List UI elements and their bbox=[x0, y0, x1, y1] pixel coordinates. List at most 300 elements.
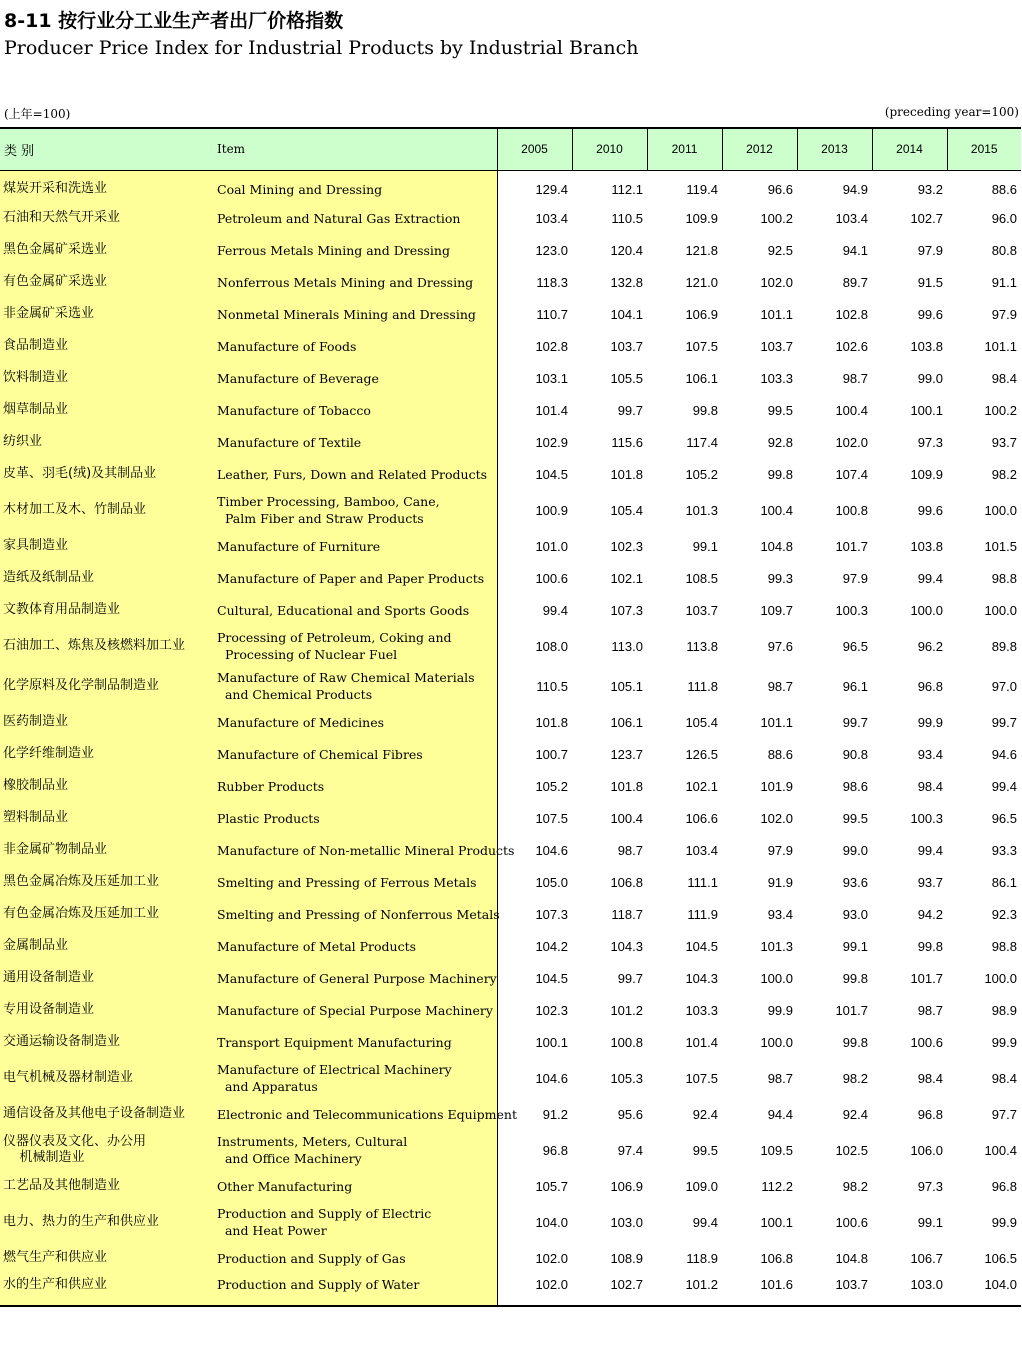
index-value-cell: 93.7 bbox=[917, 874, 943, 890]
index-value-cell: 120.4 bbox=[610, 242, 643, 258]
index-value-cell: 86.1 bbox=[991, 874, 1017, 890]
index-value-cell: 99.9 bbox=[991, 1214, 1017, 1230]
index-value-cell: 92.4 bbox=[692, 1106, 718, 1122]
row-item-en: Nonferrous Metals Mining and Dressing bbox=[211, 266, 497, 298]
index-value-cell: 129.4 bbox=[535, 181, 568, 197]
index-value-cell: 88.6 bbox=[991, 181, 1017, 197]
index-value-cell: 98.4 bbox=[991, 370, 1017, 386]
index-value-cell: 101.3 bbox=[685, 502, 718, 518]
index-value-cell: 96.0 bbox=[991, 210, 1017, 226]
row-category-cn: 家具制造业 bbox=[0, 530, 211, 562]
index-value-cell: 93.4 bbox=[917, 746, 943, 762]
index-value-cell: 102.8 bbox=[835, 306, 868, 322]
index-value-cell: 90.8 bbox=[842, 746, 868, 762]
index-value-cell: 98.4 bbox=[991, 1070, 1017, 1086]
index-value-cell: 112.2 bbox=[761, 1178, 793, 1194]
index-value-cell: 93.4 bbox=[767, 906, 793, 922]
row-item-en: Manufacture of Tobacco bbox=[211, 394, 497, 426]
index-value-cell: 93.7 bbox=[991, 434, 1017, 450]
index-value-cell: 101.6 bbox=[722, 1274, 797, 1306]
index-value-cell: 92.5 bbox=[767, 242, 793, 258]
index-value-cell: 102.8 bbox=[535, 338, 568, 354]
index-value-cell: 99.8 bbox=[917, 938, 943, 954]
row-category-cn: 交通运输设备制造业 bbox=[0, 1026, 211, 1058]
index-value-cell: 97.9 bbox=[767, 842, 793, 858]
index-value-cell: 93.6 bbox=[842, 874, 868, 890]
index-value-cell: 100.4 bbox=[984, 1142, 1017, 1158]
header-category-cn: 类 别 bbox=[0, 128, 211, 170]
index-value-cell: 94.6 bbox=[991, 746, 1017, 762]
index-value-cell: 98.8 bbox=[991, 570, 1017, 586]
index-value-cell: 98.7 bbox=[767, 1070, 793, 1086]
index-value-cell: 99.9 bbox=[917, 714, 943, 730]
row-category-cn: 造纸及纸制品业 bbox=[0, 562, 211, 594]
table-row bbox=[0, 1098, 1021, 1130]
index-value-cell: 96.5 bbox=[991, 810, 1017, 826]
index-value-cell: 102.0 bbox=[535, 1250, 568, 1266]
index-value-cell: 132.8 bbox=[610, 274, 643, 290]
index-value-cell: 101.1 bbox=[984, 338, 1017, 354]
index-value-cell: 100.0 bbox=[984, 502, 1017, 518]
table-row bbox=[0, 898, 1021, 930]
index-value-cell: 103.4 bbox=[685, 842, 718, 858]
index-value-cell: 99.4 bbox=[917, 842, 943, 858]
row-item-en: Production and Supply of Gas bbox=[211, 1242, 497, 1274]
index-value-cell: 100.2 bbox=[984, 402, 1017, 418]
index-value-cell: 101.4 bbox=[535, 402, 568, 418]
index-value-cell: 104.5 bbox=[535, 970, 568, 986]
row-item-en: Electronic and Telecommunications Equipment bbox=[211, 1098, 497, 1130]
row-item-en: Instruments, Meters, Cultural and Office Machinery bbox=[211, 1130, 497, 1170]
index-value-cell: 119.4 bbox=[686, 181, 718, 197]
index-value-cell: 103.0 bbox=[872, 1274, 947, 1306]
row-category-cn: 橡胶制品业 bbox=[0, 770, 211, 802]
row-item-en: Ferrous Metals Mining and Dressing bbox=[211, 234, 497, 266]
row-category-cn: 仪器仪表及文化、办公用 机械制造业 bbox=[0, 1130, 211, 1170]
index-value-cell: 100.0 bbox=[910, 602, 943, 618]
index-value-cell: 99.9 bbox=[767, 1002, 793, 1018]
index-value-cell: 106.1 bbox=[610, 714, 643, 730]
row-category-cn: 食品制造业 bbox=[0, 330, 211, 362]
index-value-cell: 102.7 bbox=[910, 210, 943, 226]
index-value-cell: 98.4 bbox=[917, 1070, 943, 1086]
table-row bbox=[0, 626, 1021, 666]
index-value-cell: 105.0 bbox=[535, 874, 568, 890]
index-value-cell: 123.0 bbox=[535, 242, 568, 258]
index-value-cell: 97.0 bbox=[991, 678, 1017, 694]
row-category-cn: 有色金属矿采选业 bbox=[0, 266, 211, 298]
row-category-cn: 文教体育用品制造业 bbox=[0, 594, 211, 626]
index-value-cell: 111.1 bbox=[687, 874, 718, 890]
table-row bbox=[0, 530, 1021, 562]
row-item-en: Transport Equipment Manufacturing bbox=[211, 1026, 497, 1058]
index-value-cell: 99.7 bbox=[991, 714, 1017, 730]
table-row bbox=[0, 330, 1021, 362]
index-value-cell: 106.1 bbox=[685, 370, 718, 386]
index-value-cell: 99.6 bbox=[917, 502, 943, 518]
index-value-cell: 98.7 bbox=[617, 842, 643, 858]
index-value-cell: 104.8 bbox=[835, 1250, 868, 1266]
index-value-cell: 97.3 bbox=[917, 434, 943, 450]
index-value-cell: 101.7 bbox=[835, 538, 868, 554]
row-category-cn: 皮革、羽毛(绒)及其制品业 bbox=[0, 458, 211, 490]
header-year: 2005 bbox=[497, 128, 572, 170]
index-value-cell: 102.5 bbox=[835, 1142, 868, 1158]
index-value-cell: 96.5 bbox=[842, 638, 868, 654]
index-value-cell: 103.0 bbox=[610, 1214, 643, 1230]
index-value-cell: 105.4 bbox=[610, 502, 643, 518]
index-value-cell: 97.7 bbox=[991, 1106, 1017, 1122]
index-value-cell: 99.4 bbox=[917, 570, 943, 586]
index-value-cell: 104.0 bbox=[535, 1214, 568, 1230]
index-value-cell: 118.9 bbox=[686, 1250, 718, 1266]
table-body bbox=[0, 170, 1021, 1306]
table-row bbox=[0, 866, 1021, 898]
index-value-cell: 98.4 bbox=[917, 778, 943, 794]
index-value-cell: 106.0 bbox=[910, 1142, 943, 1158]
index-value-cell: 118.3 bbox=[536, 274, 568, 290]
index-value-cell: 102.6 bbox=[835, 338, 868, 354]
index-value-cell: 102.1 bbox=[610, 570, 643, 586]
index-value-cell: 104.0 bbox=[947, 1274, 1021, 1306]
index-value-cell: 101.8 bbox=[610, 778, 643, 794]
index-value-cell: 103.7 bbox=[760, 338, 793, 354]
index-value-cell: 107.5 bbox=[685, 1070, 718, 1086]
row-category-cn: 烟草制品业 bbox=[0, 394, 211, 426]
index-value-cell: 99.8 bbox=[767, 466, 793, 482]
index-value-cell: 100.4 bbox=[835, 402, 868, 418]
row-item-en: Coal Mining and Dressing bbox=[211, 170, 497, 202]
row-item-en: Manufacture of Foods bbox=[211, 330, 497, 362]
index-value-cell: 113.8 bbox=[686, 638, 718, 654]
row-category-cn: 塑料制品业 bbox=[0, 802, 211, 834]
table-row bbox=[0, 706, 1021, 738]
table-row bbox=[0, 458, 1021, 490]
index-value-cell: 101.1 bbox=[760, 714, 793, 730]
index-value-cell: 99.8 bbox=[842, 1034, 868, 1050]
index-value-cell: 105.2 bbox=[535, 778, 568, 794]
table-row bbox=[0, 266, 1021, 298]
index-value-cell: 101.7 bbox=[910, 970, 943, 986]
index-value-cell: 97.4 bbox=[617, 1142, 643, 1158]
index-value-cell: 100.6 bbox=[535, 570, 568, 586]
index-value-cell: 99.6 bbox=[917, 306, 943, 322]
row-category-cn: 电力、热力的生产和供应业 bbox=[0, 1202, 211, 1242]
index-value-cell: 97.9 bbox=[917, 242, 943, 258]
index-value-cell: 105.5 bbox=[610, 370, 643, 386]
unit-note-en: (preceding year=100) bbox=[884, 105, 1019, 119]
index-value-cell: 98.2 bbox=[842, 1070, 868, 1086]
index-value-cell: 106.6 bbox=[685, 810, 718, 826]
index-value-cell: 111.9 bbox=[687, 906, 718, 922]
index-value-cell: 102.7 bbox=[572, 1274, 647, 1306]
table-row bbox=[0, 394, 1021, 426]
index-value-cell: 101.3 bbox=[760, 938, 793, 954]
index-value-cell: 109.7 bbox=[760, 602, 793, 618]
index-value-cell: 100.8 bbox=[610, 1034, 643, 1050]
row-category-cn: 工艺品及其他制造业 bbox=[0, 1170, 211, 1202]
row-category-cn: 化学原料及化学制品制造业 bbox=[0, 666, 211, 706]
table-row bbox=[0, 362, 1021, 394]
index-value-cell: 100.2 bbox=[760, 210, 793, 226]
index-value-cell: 110.7 bbox=[536, 306, 568, 322]
index-value-cell: 96.6 bbox=[767, 181, 793, 197]
row-category-cn: 通信设备及其他电子设备制造业 bbox=[0, 1098, 211, 1130]
index-value-cell: 97.3 bbox=[917, 1178, 943, 1194]
index-value-cell: 104.3 bbox=[685, 970, 718, 986]
index-value-cell: 100.0 bbox=[984, 970, 1017, 986]
index-value-cell: 94.9 bbox=[842, 181, 868, 197]
index-value-cell: 123.7 bbox=[610, 746, 643, 762]
index-value-cell: 105.7 bbox=[535, 1178, 568, 1194]
index-value-cell: 106.8 bbox=[610, 874, 643, 890]
row-category-cn: 燃气生产和供应业 bbox=[0, 1242, 211, 1274]
index-value-cell: 109.0 bbox=[685, 1178, 718, 1194]
index-value-cell: 103.3 bbox=[685, 1002, 718, 1018]
row-item-en: Smelting and Pressing of Ferrous Metals bbox=[211, 866, 497, 898]
index-value-cell: 104.1 bbox=[610, 306, 643, 322]
index-value-cell: 99.8 bbox=[842, 970, 868, 986]
table-row bbox=[0, 1026, 1021, 1058]
table-row bbox=[0, 202, 1021, 234]
index-value-cell: 107.5 bbox=[535, 810, 568, 826]
row-item-en: Manufacture of Special Purpose Machinery bbox=[211, 994, 497, 1026]
index-value-cell: 111.8 bbox=[687, 678, 718, 694]
index-value-cell: 101.2 bbox=[647, 1274, 722, 1306]
index-value-cell: 107.3 bbox=[535, 906, 568, 922]
table-row bbox=[0, 834, 1021, 866]
index-value-cell: 101.7 bbox=[835, 1002, 868, 1018]
index-value-cell: 89.7 bbox=[842, 274, 868, 290]
table-row bbox=[0, 426, 1021, 458]
row-item-en: Production and Supply of Water bbox=[211, 1274, 497, 1306]
row-item-en: Manufacture of Raw Chemical Materials and Chemical Products bbox=[211, 666, 497, 706]
index-value-cell: 126.5 bbox=[685, 746, 718, 762]
row-category-cn: 石油加工、炼焦及核燃料加工业 bbox=[0, 626, 211, 666]
index-value-cell: 99.5 bbox=[692, 1142, 718, 1158]
row-item-en: Manufacture of Paper and Paper Products bbox=[211, 562, 497, 594]
index-value-cell: 107.3 bbox=[610, 602, 643, 618]
index-value-cell: 96.8 bbox=[917, 678, 943, 694]
row-item-en: Manufacture of Beverage bbox=[211, 362, 497, 394]
index-value-cell: 106.9 bbox=[685, 306, 718, 322]
index-value-cell: 103.8 bbox=[910, 538, 943, 554]
header-year: 2012 bbox=[722, 128, 797, 170]
index-value-cell: 99.1 bbox=[842, 938, 868, 954]
index-value-cell: 101.0 bbox=[535, 538, 568, 554]
index-value-cell: 102.0 bbox=[760, 810, 793, 826]
index-value-cell: 104.5 bbox=[535, 466, 568, 482]
index-value-cell: 93.0 bbox=[842, 906, 868, 922]
index-value-cell: 121.8 bbox=[685, 242, 718, 258]
row-item-en: Petroleum and Natural Gas Extraction bbox=[211, 202, 497, 234]
index-value-cell: 99.7 bbox=[842, 714, 868, 730]
index-value-cell: 103.4 bbox=[535, 210, 568, 226]
index-value-cell: 91.9 bbox=[767, 874, 793, 890]
table-header-row bbox=[0, 128, 1021, 170]
index-value-cell: 105.3 bbox=[610, 1070, 643, 1086]
row-category-cn: 化学纤维制造业 bbox=[0, 738, 211, 770]
row-item-en: Nonmetal Minerals Mining and Dressing bbox=[211, 298, 497, 330]
index-value-cell: 98.7 bbox=[917, 1002, 943, 1018]
index-value-cell: 101.1 bbox=[760, 306, 793, 322]
row-item-en: Other Manufacturing bbox=[211, 1170, 497, 1202]
index-value-cell: 102.0 bbox=[760, 274, 793, 290]
index-value-cell: 99.0 bbox=[917, 370, 943, 386]
row-item-en: Rubber Products bbox=[211, 770, 497, 802]
index-value-cell: 101.9 bbox=[760, 778, 793, 794]
index-value-cell: 101.4 bbox=[685, 1034, 718, 1050]
index-value-cell: 108.9 bbox=[610, 1250, 643, 1266]
index-value-cell: 99.0 bbox=[842, 842, 868, 858]
index-value-cell: 100.7 bbox=[535, 746, 568, 762]
index-value-cell: 109.5 bbox=[760, 1142, 793, 1158]
row-category-cn: 石油和天然气开采业 bbox=[0, 202, 211, 234]
index-value-cell: 98.9 bbox=[991, 1002, 1017, 1018]
row-item-en: Manufacture of Electrical Machinery and Apparatus bbox=[211, 1058, 497, 1098]
index-value-cell: 109.9 bbox=[685, 210, 718, 226]
index-value-cell: 98.6 bbox=[842, 778, 868, 794]
index-value-cell: 102.3 bbox=[610, 538, 643, 554]
header-year: 2010 bbox=[572, 128, 647, 170]
page-title-cn: 8-11 按行业分工业生产者出厂价格指数 bbox=[4, 10, 344, 32]
row-item-en: Plastic Products bbox=[211, 802, 497, 834]
table-row bbox=[0, 1242, 1021, 1274]
row-category-cn: 黑色金属矿采选业 bbox=[0, 234, 211, 266]
index-value-cell: 103.7 bbox=[685, 602, 718, 618]
row-category-cn: 医药制造业 bbox=[0, 706, 211, 738]
index-value-cell: 98.8 bbox=[991, 938, 1017, 954]
row-item-en: Manufacture of Furniture bbox=[211, 530, 497, 562]
index-value-cell: 98.2 bbox=[991, 466, 1017, 482]
index-value-cell: 93.2 bbox=[917, 181, 943, 197]
table-row bbox=[0, 1130, 1021, 1170]
index-value-cell: 99.8 bbox=[692, 402, 718, 418]
row-item-en: Manufacture of Textile bbox=[211, 426, 497, 458]
table-row bbox=[0, 234, 1021, 266]
index-value-cell: 100.0 bbox=[984, 602, 1017, 618]
table-row bbox=[0, 170, 1021, 202]
table-row bbox=[0, 770, 1021, 802]
index-value-cell: 100.0 bbox=[760, 1034, 793, 1050]
index-value-cell: 100.9 bbox=[535, 502, 568, 518]
row-category-cn: 木材加工及木、竹制品业 bbox=[0, 490, 211, 530]
table-row bbox=[0, 1170, 1021, 1202]
row-category-cn: 非金属矿物制品业 bbox=[0, 834, 211, 866]
index-value-cell: 100.1 bbox=[760, 1214, 793, 1230]
index-value-cell: 99.7 bbox=[617, 402, 643, 418]
table-row bbox=[0, 802, 1021, 834]
index-value-cell: 100.6 bbox=[910, 1034, 943, 1050]
row-category-cn: 纺织业 bbox=[0, 426, 211, 458]
index-value-cell: 110.5 bbox=[611, 210, 643, 226]
index-value-cell: 100.6 bbox=[835, 1214, 868, 1230]
header-year: 2014 bbox=[872, 128, 947, 170]
index-value-cell: 104.8 bbox=[760, 538, 793, 554]
table-row bbox=[0, 738, 1021, 770]
index-value-cell: 94.1 bbox=[842, 242, 868, 258]
table-row bbox=[0, 490, 1021, 530]
index-value-cell: 99.7 bbox=[617, 970, 643, 986]
index-value-cell: 80.8 bbox=[991, 242, 1017, 258]
index-value-cell: 121.0 bbox=[685, 274, 718, 290]
index-value-cell: 96.8 bbox=[542, 1142, 568, 1158]
index-value-cell: 112.1 bbox=[611, 181, 643, 197]
index-value-cell: 102.0 bbox=[497, 1274, 572, 1306]
index-value-cell: 98.7 bbox=[842, 370, 868, 386]
row-category-cn: 非金属矿采选业 bbox=[0, 298, 211, 330]
index-value-cell: 108.0 bbox=[535, 638, 568, 654]
header-year: 2013 bbox=[797, 128, 872, 170]
row-category-cn: 煤炭开采和洗选业 bbox=[0, 170, 211, 202]
index-value-cell: 118.7 bbox=[611, 906, 643, 922]
header-year: 2015 bbox=[947, 128, 1021, 170]
index-value-cell: 105.4 bbox=[685, 714, 718, 730]
row-item-en: Production and Supply of Electric and Heat Power bbox=[211, 1202, 497, 1242]
index-value-cell: 115.6 bbox=[611, 434, 643, 450]
index-value-cell: 100.1 bbox=[910, 402, 943, 418]
index-value-cell: 102.9 bbox=[535, 434, 568, 450]
index-value-cell: 106.8 bbox=[760, 1250, 793, 1266]
row-item-en: Processing of Petroleum, Coking and Processing of Nuclear Fuel bbox=[211, 626, 497, 666]
index-value-cell: 99.3 bbox=[767, 570, 793, 586]
table-row bbox=[0, 562, 1021, 594]
index-value-cell: 99.4 bbox=[991, 778, 1017, 794]
index-value-cell: 99.1 bbox=[692, 538, 718, 554]
table-row bbox=[0, 666, 1021, 706]
index-value-cell: 103.7 bbox=[797, 1274, 872, 1306]
index-value-cell: 96.8 bbox=[991, 1178, 1017, 1194]
index-value-cell: 99.4 bbox=[692, 1214, 718, 1230]
index-value-cell: 92.4 bbox=[842, 1106, 868, 1122]
index-value-cell: 100.3 bbox=[835, 602, 868, 618]
table-row bbox=[0, 930, 1021, 962]
row-category-cn: 饮料制造业 bbox=[0, 362, 211, 394]
index-value-cell: 100.3 bbox=[910, 810, 943, 826]
index-value-cell: 102.3 bbox=[535, 1002, 568, 1018]
index-value-cell: 101.8 bbox=[610, 466, 643, 482]
row-item-en: Manufacture of Non-metallic Mineral Products bbox=[211, 834, 497, 866]
index-value-cell: 98.7 bbox=[767, 678, 793, 694]
index-value-cell: 106.5 bbox=[984, 1250, 1017, 1266]
index-value-cell: 104.6 bbox=[535, 1070, 568, 1086]
index-value-cell: 106.7 bbox=[910, 1250, 943, 1266]
index-value-cell: 110.5 bbox=[536, 678, 568, 694]
row-item-en: Cultural, Educational and Sports Goods bbox=[211, 594, 497, 626]
row-category-cn: 黑色金属冶炼及压延加工业 bbox=[0, 866, 211, 898]
index-value-cell: 100.4 bbox=[760, 502, 793, 518]
index-value-cell: 105.2 bbox=[685, 466, 718, 482]
index-value-cell: 103.8 bbox=[910, 338, 943, 354]
index-value-cell: 107.5 bbox=[685, 338, 718, 354]
index-value-cell: 103.1 bbox=[535, 370, 568, 386]
index-value-cell: 91.2 bbox=[542, 1106, 568, 1122]
row-category-cn: 水的生产和供应业 bbox=[0, 1274, 211, 1306]
row-item-en: Manufacture of General Purpose Machinery bbox=[211, 962, 497, 994]
index-value-cell: 101.2 bbox=[610, 1002, 643, 1018]
price-index-table bbox=[0, 127, 1021, 1307]
page-title-en: Producer Price Index for Industrial Products by Industrial Branch bbox=[4, 37, 639, 59]
row-item-en: Manufacture of Metal Products bbox=[211, 930, 497, 962]
index-value-cell: 106.9 bbox=[610, 1178, 643, 1194]
index-value-cell: 99.9 bbox=[991, 1034, 1017, 1050]
index-value-cell: 99.1 bbox=[917, 1214, 943, 1230]
index-value-cell: 104.5 bbox=[685, 938, 718, 954]
index-value-cell: 100.1 bbox=[535, 1034, 568, 1050]
index-value-cell: 98.2 bbox=[842, 1178, 868, 1194]
index-value-cell: 105.1 bbox=[610, 678, 643, 694]
index-value-cell: 117.4 bbox=[686, 434, 718, 450]
